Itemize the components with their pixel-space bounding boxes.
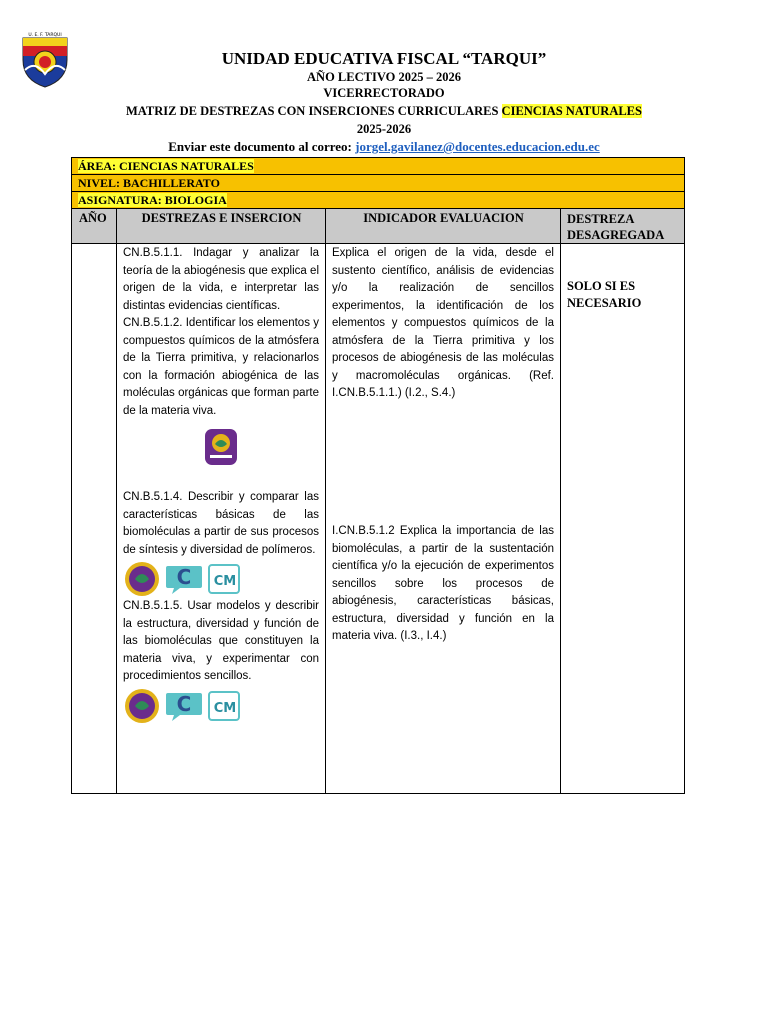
insertion-badge-icon: [123, 687, 161, 725]
indicador-cell-2: I.CN.B.5.1.2 Explica la importancia de las biomoléculas, a partir de la sustentación científica y/o la ejecución de experimentos sencillos sobre los procesos de abiogénesis, características básicas, estructura, diversidad y función en la materia viva. (I.3., I.4.): [332, 525, 554, 642]
svg-text:C: C: [176, 691, 192, 716]
insertion-badge-icon: [203, 427, 239, 467]
matrix-title-text: MATRIZ DE DESTREZAS CON INSERCIONES CURRICULARES: [126, 104, 502, 118]
destrezas-cell: [123, 245, 319, 725]
area-row: [72, 158, 684, 175]
col-year-label: AÑO: [79, 211, 107, 225]
svg-text:C: C: [176, 565, 192, 589]
cm-icon-label: CM: [214, 574, 237, 589]
col-header-indicador: [326, 209, 561, 244]
asignatura-row: [72, 192, 684, 209]
divider: [325, 209, 326, 793]
col-header-desagregada: [561, 209, 684, 244]
col-indicador-label: INDICADOR EVALUACION: [363, 211, 524, 225]
area-label: ÁREA: CIENCIAS NATURALES: [78, 159, 254, 173]
insertion-icon-row: [123, 560, 319, 598]
asignatura-label: ASIGNATURA: BIOLOGIA: [78, 193, 227, 207]
matrix-subject-highlight: CIENCIAS NATURALES: [501, 104, 642, 118]
cm-icon: [207, 689, 241, 723]
divider: [116, 209, 117, 793]
desagregada-note: SOLO SI ES NECESARIO: [567, 279, 642, 310]
destreza-cn-b-5-1-1: CN.B.5.1.1. Indagar y analizar la teoría de la abiogénesis que explica el origen de la vida, e interpretar las distintas evidencias científicas.: [123, 247, 319, 312]
school-year: AÑO LECTIVO 2025 – 2026: [307, 70, 461, 84]
skills-matrix-table: [71, 157, 685, 794]
destreza-cn-b-5-1-4: CN.B.5.1.4. Describir y comparar las características básicas de las biomoléculas a partir de sus procesos de síntesis y diversidad de polímeros.: [123, 491, 319, 556]
indicador-cell-1: Explica el origen de la vida, desde el sustento científico, análisis de evidencias y/o la realización de sencillos experimentos, la identificación de los elementos y compuestos químicos de la atmósfera de la Tierra primitiva y los procesos de abiogénesis de las moléculas y macromoléculas orgánicas. (Ref. I.CN.B.5.1.1.) (I.2., S.4.): [332, 247, 554, 399]
speech-bubble-c-icon: [164, 562, 204, 596]
insertion-icon-row: [123, 427, 319, 469]
insertion-icon-row: [123, 687, 319, 725]
email-link[interactable]: jorgel.gavilanez@docentes.educacion.edu.ec: [355, 139, 600, 154]
matrix-title: [0, 104, 768, 119]
speech-bubble-c-icon: [164, 689, 204, 723]
send-instruction: [0, 139, 768, 155]
destreza-cn-b-5-1-5: CN.B.5.1.5. Usar modelos y describir la estructura, diversidad y función de las biomoléculas que constituyen la materia viva, y experimentar con procedimientos sencillos.: [123, 600, 319, 682]
office-title: VICERRECTORADO: [323, 86, 445, 100]
spacer: [123, 469, 319, 489]
col-header-destrezas: [117, 209, 326, 244]
cm-icon: [207, 562, 241, 596]
cm-icon-label: CM: [214, 700, 237, 716]
col-desagregada-label: DESTREZA DESAGREGADA: [567, 212, 665, 242]
col-header-year: [72, 209, 117, 244]
period: 2025-2026: [356, 122, 412, 136]
insertion-badge-icon: [123, 560, 161, 598]
destreza-cn-b-5-1-2: CN.B.5.1.2. Identificar los elementos y compuestos químicos de la atmósfera de la Tierra primitiva, y relacionarlos con la formación abiogénica de las moléculas orgánicas que forman parte de la materia viva.: [123, 317, 319, 417]
send-label: Enviar este documento al correo:: [168, 139, 356, 154]
nivel-row: NIVEL: BACHILLERATO: [72, 175, 684, 192]
logo-caption: U. E. F. TARQUI: [28, 33, 62, 38]
col-destrezas-label: DESTREZAS E INSERCION: [141, 211, 302, 225]
divider: [560, 209, 561, 793]
school-title: UNIDAD EDUCATIVA FISCAL “TARQUI”: [221, 49, 547, 68]
